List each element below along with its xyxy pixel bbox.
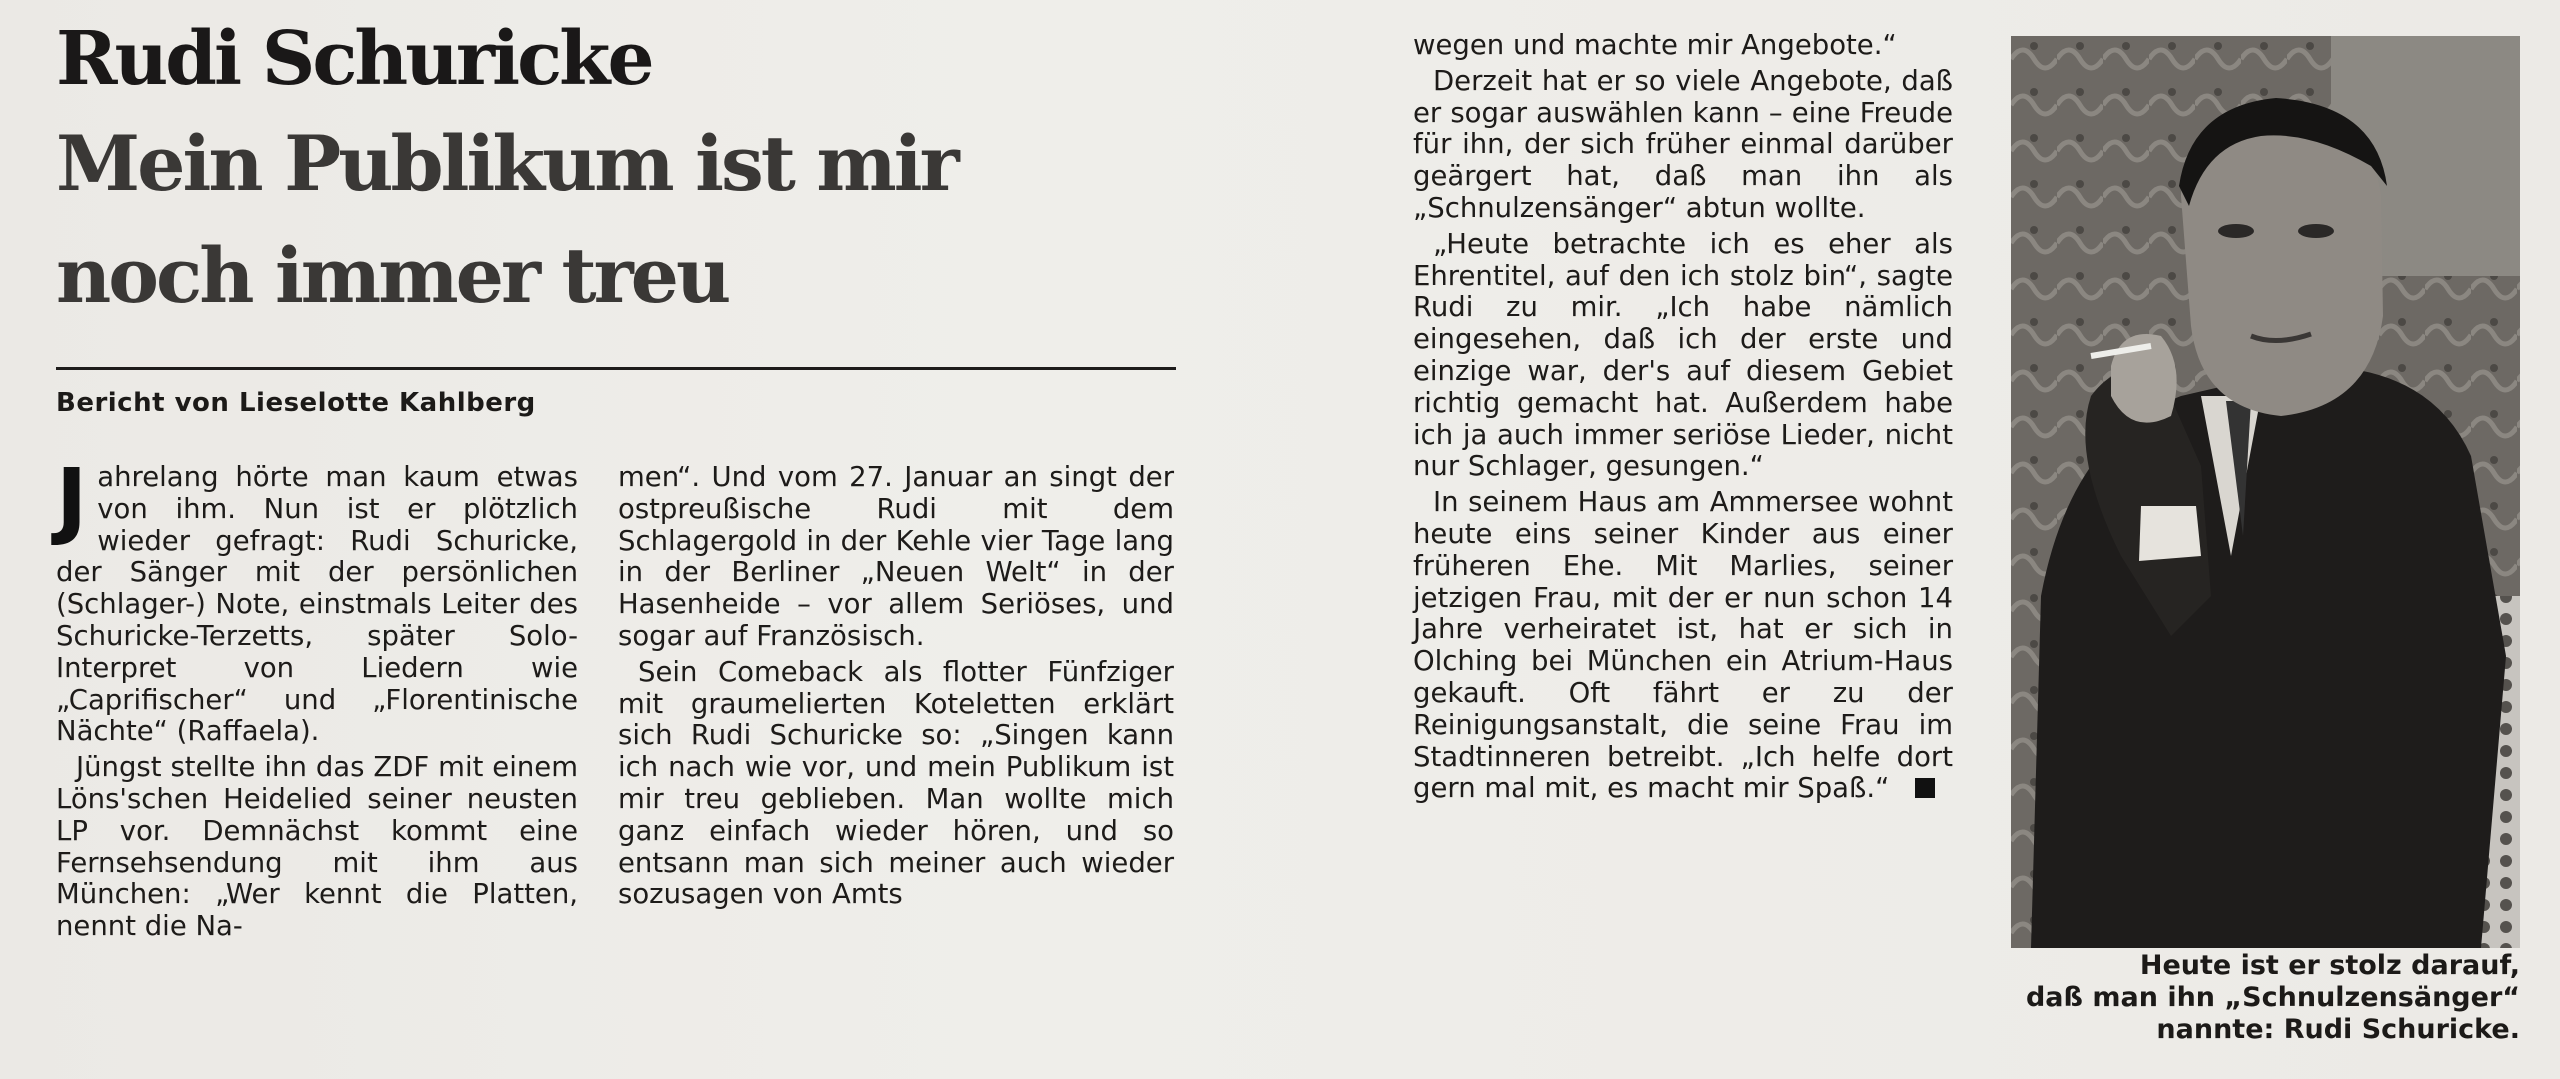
portrait-photo <box>2011 36 2520 948</box>
headline-line-2: Mein Publikum ist mir <box>56 119 957 208</box>
headline-rule <box>56 367 1176 370</box>
drop-cap: J <box>56 450 88 548</box>
headline-line-3: noch immer treu <box>56 231 729 320</box>
caption-line: daß man ihn „Schnulzensänger“ <box>2025 982 2520 1013</box>
article-column-2 <box>618 462 1174 911</box>
byline: Bericht von Lieselotte Kahlberg <box>56 388 536 418</box>
photo-caption <box>1920 950 2520 1046</box>
paragraph: Jüngst stellte ihn das ZDF mit einem Löns'schen Heidelied seiner neusten LP vor. Demnächst kommt eine Fernsehsendung mit ihm aus München: „Wer kennt die Platten, nennt die Na- <box>56 751 578 943</box>
paragraph <box>56 450 578 748</box>
caption-line: nannte: Rudi Schuricke. <box>2156 1014 2520 1045</box>
paragraph: „Heute betrachte ich es eher als Ehrentitel, auf den ich stolz bin“, sagte Rudi zu mir. „Ich habe nämlich eingesehen, daß ich der erste und einzige war, der's auf diesem Gebiet richtig gemacht hat. Außerdem habe ich ja auch immer seriöse Lieder, nicht nur Schlager, gesungen.“ <box>1413 227 1953 483</box>
end-mark-icon <box>1915 778 1935 798</box>
paragraph: Derzeit hat er so viele Angebote, daß er sogar auswählen kann – eine Freude für ihn, der sich früher einmal darüber geärgert hat, daß man ihn als „Schnulzensänger“ abtun wollte. <box>1413 64 1953 224</box>
paragraph: men“. Und vom 27. Januar an singt der ostpreußische Rudi mit dem Schlagergold in der Kehle vier Tage lang in der Berliner „Neuen Welt“ in der Hasenheide – vor allem Seriöses, und sogar auf Französisch. <box>618 461 1174 652</box>
paragraph-text: In seinem Haus am Ammersee wohnt heute eins seiner Kinder aus einer früheren Ehe. Mit Marlies, seiner jetzigen Frau, mit der er nun schon 14 Jahre verheiratet ist, hat er sich in Olching bei München ein Atrium-Haus gekauft. Oft fährt er zu der Reinigungsanstalt, die seine Frau im Stadtinneren betreibt. „Ich helfe dort gern mal mit, es macht mir Spaß.“ <box>1413 486 1953 805</box>
paragraph <box>1413 487 1953 805</box>
article-column-3 <box>1413 30 1953 805</box>
headline-name: Rudi Schuricke <box>56 16 652 102</box>
paragraph: Sein Comeback als flotter Fünfziger mit graumelierten Koteletten erklärt sich Rudi Schuricke so: „Singen kann ich nach wie vor, und mein Publikum ist mir treu geblieben. Man wollte mich ganz einfach wieder hören, und so entsann man sich meiner auch wieder sozusagen von Amts <box>618 655 1174 911</box>
portrait-illustration <box>2011 36 2520 948</box>
paragraph-text: ahrelang hörte man kaum etwas von ihm. Nun ist er plötzlich wieder gefragt: Rudi Schuricke, der Sänger mit der persönlichen (Schlager-) Note, einstmals Leiter des Schuricke-Terzetts, später Solo-Interpret von Liedern wie „Caprifischer“ und „Florentinische Nächte“ (Raffaela). <box>56 461 578 748</box>
caption-line: Heute ist er stolz darauf, <box>2139 950 2520 981</box>
paragraph: wegen und machte mir Angebote.“ <box>1413 29 1897 61</box>
article-column-1 <box>56 450 578 943</box>
